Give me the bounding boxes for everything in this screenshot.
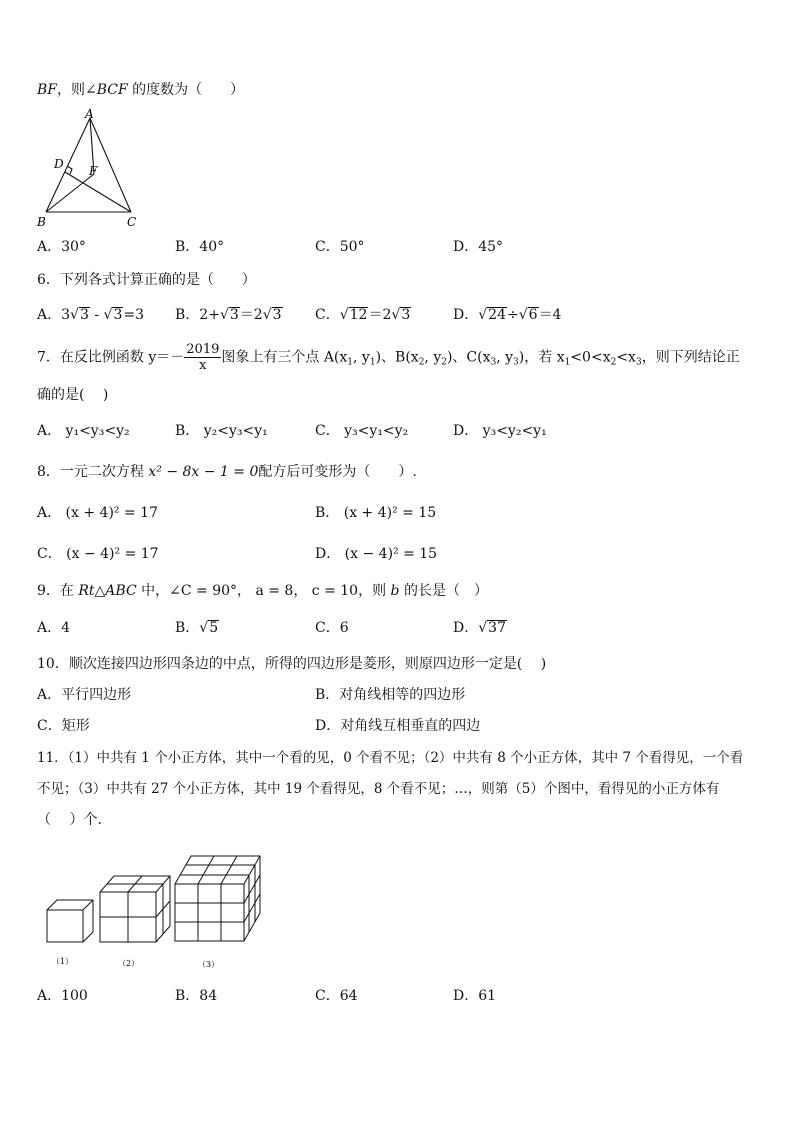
q11-stem-line2: 不见；（3）中共有 27 个小正方体，其中 19 个看得见，8 个看不见；…，则第（5）个图中，看得见的小正方体有 xyxy=(37,781,720,797)
q9-stem: 9．在 Rt△ABC 中，∠C = 90°， a = 8， c = 10，则 b 的长是（ ） xyxy=(37,583,488,599)
q11-option-c[interactable]: C．64 xyxy=(315,988,358,1004)
q8-option-d[interactable]: D． (x − 4)² = 15 xyxy=(315,546,438,562)
q5-option-d[interactable]: D．45° xyxy=(453,239,504,255)
q11-option-d[interactable]: D．61 xyxy=(453,988,497,1004)
q6-option-b[interactable]: B．2+√3＝2√3 xyxy=(175,307,282,323)
q6-option-c[interactable]: C．√12＝2√3 xyxy=(315,307,411,323)
q7-fraction: $\frac{2019}{x}$ xyxy=(186,342,220,373)
q11-option-b[interactable]: B．84 xyxy=(175,988,218,1004)
q7-option-d[interactable]: D． y₃<y₂<y₁ xyxy=(453,423,547,439)
triangle-figure xyxy=(34,108,144,232)
q9-option-d[interactable]: D．√37 xyxy=(453,620,506,636)
q7-option-a[interactable]: A． y₁<y₃<y₂ xyxy=(37,423,130,439)
q7-stem-line2: 确的是( ) xyxy=(37,387,109,403)
q10-option-d[interactable]: D．对角线互相垂直的四边 xyxy=(315,718,481,734)
label-f: F xyxy=(89,164,98,178)
q6-stem: 6．下列各式计算正确的是（ ） xyxy=(37,272,256,288)
q11-stem-line3: （ ）个． xyxy=(37,812,112,828)
q5-option-b[interactable]: B．40° xyxy=(175,239,225,255)
figure-label-3: （3） xyxy=(198,960,220,969)
q10-stem: 10．顺次连接四边形四条边的中点，所得的四边形是菱形，则原四边形一定是( ) xyxy=(37,656,547,672)
q8-option-b[interactable]: B． (x + 4)² = 15 xyxy=(315,505,437,521)
figure-label-1: （1） xyxy=(52,957,74,966)
q9-option-a[interactable]: A．4 xyxy=(37,620,71,636)
q11-stem-line1: 11．（1）中共有 1 个小正方体，其中一个看的见，0 个看不见；（2）中共有 8 个小正方体，其中 7 个看得见，一个看 xyxy=(37,750,744,766)
q9-option-c[interactable]: C．6 xyxy=(315,620,349,636)
q10-option-a[interactable]: A．平行四边形 xyxy=(37,687,132,703)
q6-option-d[interactable]: D．√24÷√6＝4 xyxy=(453,307,562,323)
q10-option-c[interactable]: C．矩形 xyxy=(37,718,90,734)
q7-option-b[interactable]: B． y₂<y₃<y₁ xyxy=(175,423,268,439)
cube-figures xyxy=(40,848,270,973)
q8-option-a[interactable]: A． (x + 4)² = 17 xyxy=(37,505,158,521)
label-c: C xyxy=(127,215,137,229)
q8-stem: 8．一元二次方程 x² − 8x − 1 = 0配方后可变形为（ ）. xyxy=(37,464,417,480)
q5-option-a[interactable]: A．30° xyxy=(37,239,86,255)
q7-option-c[interactable]: C． y₃<y₁<y₂ xyxy=(315,423,409,439)
q8-option-c[interactable]: C． (x − 4)² = 17 xyxy=(37,546,159,562)
q5-option-c[interactable]: C．50° xyxy=(315,239,365,255)
q5-stem: BF，则∠BCF 的度数为（ ） xyxy=(37,82,245,98)
q11-option-a[interactable]: A．100 xyxy=(37,988,88,1004)
label-d: D xyxy=(54,157,64,171)
figure-label-2: （2） xyxy=(118,959,140,968)
q10-option-b[interactable]: B．对角线相等的四边形 xyxy=(315,687,466,703)
q6-option-a[interactable]: A．3√3 - √3=3 xyxy=(37,307,145,323)
q9-option-b[interactable]: B．√5 xyxy=(175,620,219,636)
label-b: B xyxy=(37,215,46,229)
q7-stem: 7．在反比例函数 y＝－ $\frac{2019}{x}$ 图象上有三个点 $A(x_1$, $y_1$)、$B(x_2$, $y_2$)、$C(x_3$, $y_3$)，若 $x_1<0<x_2<x_3$，则下列结论正 xyxy=(37,342,740,373)
label-a: A xyxy=(85,108,94,121)
